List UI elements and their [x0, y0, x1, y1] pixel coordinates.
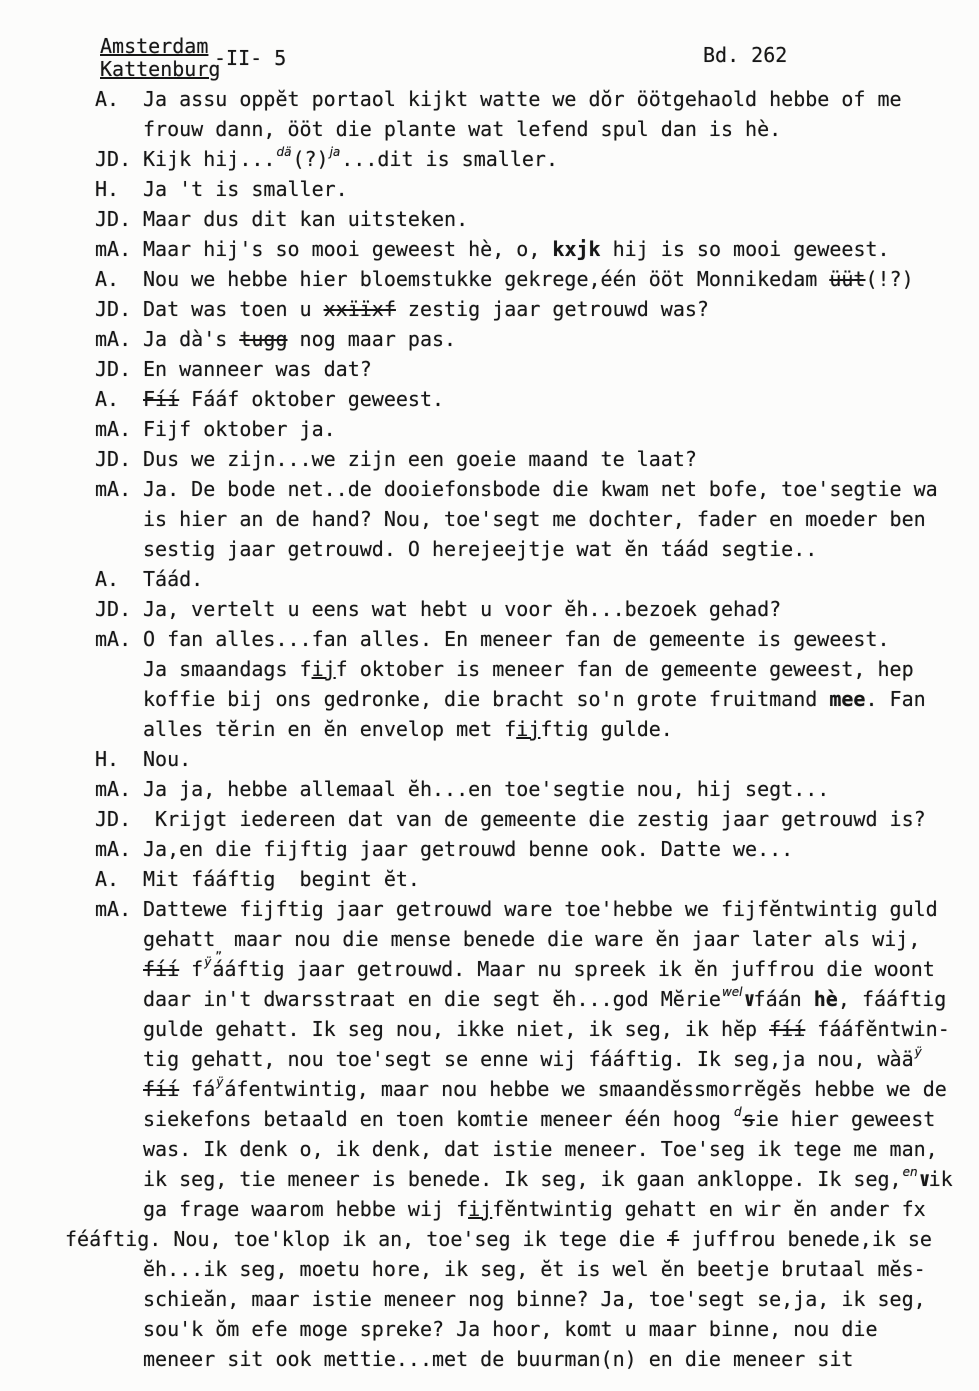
- struck-text: f: [667, 1227, 680, 1251]
- speaker-label: JD.: [95, 357, 132, 381]
- line-text: [143, 714, 673, 744]
- line-text: [143, 204, 468, 234]
- line-text: [143, 744, 191, 774]
- transcript-line: [0, 144, 979, 174]
- line-text: [143, 1044, 923, 1074]
- transcript-line: [0, 474, 979, 504]
- transcript-line: [0, 294, 979, 324]
- speaker-label: [95, 714, 143, 744]
- line-text: [143, 864, 420, 894]
- speaker-label: JD.: [95, 297, 132, 321]
- transcript-line: [0, 204, 979, 234]
- line-segment: mee: [829, 687, 866, 711]
- speaker-label: [95, 504, 143, 534]
- line-segment: juffrou benede,ik se: [679, 1227, 932, 1251]
- line-segment: Nou we hebbe hier bloemstukke gekrege,één ööt Monnikedam: [143, 267, 830, 291]
- transcript-line: [0, 324, 979, 354]
- speaker-label: mA.: [95, 327, 132, 351]
- line-segment: fĕntwintig gehatt en wir ĕn ander fx: [492, 1197, 926, 1221]
- line-segment: tig gehatt, nou toe'segt se enne wij fááftig. Ik seg,ja nou, wàä: [143, 1047, 914, 1071]
- line-segment: nog maar pas.: [287, 327, 457, 351]
- line-segment: Ja. De bode net..de dooiefonsbode die kwam net bofe, toe'segtie wa: [143, 477, 938, 501]
- transcript-line: [0, 924, 979, 957]
- line-segment: Fááf oktober geweest.: [179, 387, 445, 411]
- line-segment: f oktober is meneer fan de gemeente geweest, hep: [335, 657, 914, 681]
- struck-text: üüt: [829, 267, 866, 291]
- line-text: [143, 324, 456, 354]
- line-text: [143, 114, 781, 144]
- transcript-line: [0, 414, 979, 444]
- line-text: [143, 1284, 926, 1314]
- line-segment: is hier an de hand? Nou, toe'segt me dochter, fader en moeder ben: [143, 507, 926, 531]
- handwritten-annotation: ÿ: [204, 955, 212, 969]
- line-text: [143, 474, 938, 504]
- handwritten-annotation: ja: [329, 145, 341, 159]
- transcript-line: [0, 594, 979, 624]
- line-text: [143, 444, 697, 474]
- transcript-line: [0, 354, 979, 384]
- line-segment: ik: [928, 1167, 953, 1191]
- line-segment: (!?): [865, 267, 914, 291]
- line-segment: maar nou die mense benede die ware ĕn jaar later als wij,: [222, 927, 921, 951]
- line-segment: Maar hij's so mooi geweest hè, o,: [143, 237, 553, 261]
- speaker-label: mA.: [95, 897, 132, 921]
- line-segment: Ja 't is smaller.: [143, 177, 348, 201]
- transcript-line: [0, 234, 979, 264]
- line-segment: Dattewe fijftig jaar getrouwd ware toe'hebbe we fijfĕntwintig guld: [143, 897, 938, 921]
- line-text: [143, 84, 902, 114]
- speaker-label: mA.: [95, 627, 132, 651]
- line-text: [143, 1014, 950, 1044]
- line-segment: Nou.: [143, 747, 192, 771]
- line-segment: . Fan: [865, 687, 926, 711]
- transcript-line: [0, 114, 979, 144]
- transcript-line: [0, 444, 979, 474]
- line-segment: sou'k ŏm efe moge spreke? Ja hoor, komt u maar binne, nou die: [143, 1317, 878, 1341]
- transcript-line: [0, 684, 979, 714]
- transcript-line: [0, 624, 979, 654]
- line-text: [143, 624, 890, 654]
- line-segment: Táád.: [143, 567, 204, 591]
- line-segment: Ja assu oppĕt portaol kijkt watte we dŏr öötgehaold hebbe of me: [143, 87, 902, 111]
- transcript-line: [0, 714, 979, 744]
- line-segment: ááftig jaar getrouwd. Maar nu spreek ik ĕn juffrou die woont: [212, 957, 935, 981]
- line-segment: daar in't dwarsstraat en die segt ĕh...god Mĕrie: [143, 987, 721, 1011]
- transcript-line: [0, 804, 979, 834]
- speaker-label: [95, 954, 143, 984]
- line-text: [143, 1074, 947, 1104]
- line-segment: ftig gulde.: [540, 717, 673, 741]
- struck-text: fíí: [143, 957, 180, 981]
- transcript-line: [0, 984, 979, 1014]
- speaker-label: [95, 1014, 143, 1044]
- line-text: [143, 354, 372, 384]
- line-segment: Dus we zijn...we zijn een goeie maand te laat?: [143, 447, 697, 471]
- transcript-line: [0, 864, 979, 894]
- line-text: [143, 684, 926, 714]
- speaker-label: A.: [95, 387, 120, 411]
- line-text: [143, 414, 336, 444]
- speaker-label: [95, 1254, 143, 1284]
- line-text: [143, 234, 890, 264]
- line-text: [143, 594, 781, 624]
- line-text: [143, 504, 926, 534]
- line-text: [143, 1314, 878, 1344]
- speaker-label: H.: [95, 177, 120, 201]
- handwritten-annotation: wel: [721, 985, 743, 999]
- line-segment: (?): [292, 147, 329, 171]
- speaker-label: mA.: [95, 237, 132, 261]
- transcript-line: [0, 1104, 979, 1134]
- line-segment: ij: [468, 1197, 493, 1221]
- speaker-label: [95, 1314, 143, 1344]
- header-location-line2: Kattenburg: [100, 57, 221, 81]
- handwritten-annotation: dä: [276, 145, 292, 159]
- transcript-line: [0, 1164, 979, 1194]
- header-band-number: Bd. 262: [703, 43, 788, 67]
- line-text: [143, 264, 914, 294]
- insertion-caret: ∨: [743, 987, 754, 1011]
- line-segment: Fijf oktober ja.: [143, 417, 336, 441]
- line-text: [65, 1224, 932, 1254]
- speaker-label: A.: [95, 867, 120, 891]
- transcript-line: [0, 84, 979, 114]
- speaker-label: H.: [95, 747, 120, 771]
- line-text: [143, 1104, 935, 1134]
- handwritten-annotation: en: [902, 1165, 918, 1179]
- speaker-label: JD.: [95, 447, 132, 471]
- transcript: [0, 84, 979, 1374]
- transcript-line: [0, 1194, 979, 1224]
- speaker-label: JD.: [95, 807, 132, 831]
- speaker-label: mA.: [95, 417, 132, 441]
- line-segment: ...dit is smaller.: [341, 147, 558, 171]
- line-segment: hè: [813, 987, 838, 1011]
- line-segment: hij is so mooi geweest.: [600, 237, 890, 261]
- line-segment: Ja dà's: [143, 327, 240, 351]
- line-text: [143, 534, 817, 564]
- speaker-label: [95, 114, 143, 144]
- line-text: [143, 564, 203, 594]
- line-segment: Kijk hij...: [143, 147, 276, 171]
- line-segment: Dat was toen u: [143, 297, 324, 321]
- header-session-number: -II- 5: [214, 46, 287, 70]
- line-segment: Mit fááftig begint ĕt.: [143, 867, 420, 891]
- line-segment: f: [179, 957, 204, 981]
- handwritten-annotation: ÿ: [914, 1045, 922, 1059]
- handwritten-annotation: d: [734, 1105, 742, 1119]
- speaker-label: mA.: [95, 837, 132, 861]
- speaker-label: mA.: [95, 477, 132, 501]
- transcript-line: [0, 174, 979, 204]
- line-text: [143, 1164, 953, 1194]
- line-text: [143, 1254, 926, 1284]
- speaker-label: [95, 684, 143, 714]
- line-segment: fá: [179, 1077, 216, 1101]
- struck-text: xxïïxf: [323, 297, 396, 321]
- handwritten-annotation: ÿ: [216, 1075, 224, 1089]
- speaker-label: [95, 984, 143, 1014]
- speaker-label: JD.: [95, 147, 132, 171]
- line-text: [143, 1134, 938, 1164]
- transcript-line: [0, 384, 979, 414]
- line-segment: féáftig. Nou, toe'klop ik an, toe'seg ik tege die: [65, 1227, 668, 1251]
- line-segment: kxjk: [552, 237, 601, 261]
- line-segment: Ja ja, hebbe allemaal ĕh...en toe'segtie nou, hij segt...: [143, 777, 830, 801]
- speaker-label: [95, 1134, 143, 1164]
- line-text: [143, 1194, 926, 1224]
- transcript-line: [0, 1224, 979, 1254]
- line-segment: gehatt: [143, 927, 216, 951]
- speaker-label: mA.: [95, 777, 132, 801]
- line-text: [143, 984, 946, 1014]
- line-segment: , fááftig: [837, 987, 947, 1011]
- line-segment: alles tĕrin en ĕn envelop met f: [143, 717, 517, 741]
- line-text: [143, 804, 926, 834]
- speaker-label: [95, 1044, 143, 1074]
- line-segment: schieăn, maar istie meneer nog binne? Ja, toe'segt se,ja, ik seg,: [143, 1287, 926, 1311]
- speaker-label: [95, 924, 143, 954]
- line-text: [143, 894, 938, 924]
- line-segment: koffie bij ons gedronke, die bracht so'n grote fruitmand: [143, 687, 830, 711]
- transcript-line: [0, 1134, 979, 1164]
- struck-text: s: [742, 1107, 755, 1131]
- speaker-label: [95, 534, 143, 564]
- line-segment: siekefons betaald en toen komtie meneer één hoog: [143, 1107, 734, 1131]
- line-text: [143, 174, 348, 204]
- insertion-caret: ∨: [918, 1167, 929, 1191]
- line-segment: ie hier geweest: [754, 1107, 936, 1131]
- speaker-label: [95, 654, 143, 684]
- transcript-line: [0, 774, 979, 804]
- line-segment: frouw dann, ööt die plante wat lefend spul dan is hè.: [143, 117, 782, 141]
- handwritten-annotation: „: [215, 942, 222, 957]
- speaker-label: A.: [95, 267, 120, 291]
- speaker-label: [95, 1074, 143, 1104]
- speaker-label: [95, 1344, 143, 1374]
- line-segment: O fan alles...fan alles. En meneer fan de gemeente is geweest.: [143, 627, 890, 651]
- transcript-line: [0, 1044, 979, 1074]
- transcript-line: [0, 1344, 979, 1374]
- line-segment: was. Ik denk o, ik denk, dat istie meneer. Toe'seg ik tege me man,: [143, 1137, 938, 1161]
- line-segment: Ja smaandags f: [143, 657, 312, 681]
- speaker-label: [95, 1284, 143, 1314]
- transcript-line: [0, 504, 979, 534]
- line-segment: Ja, vertelt u eens wat hebt u voor ĕh...bezoek gehad?: [143, 597, 782, 621]
- transcript-line: [0, 534, 979, 564]
- header-location-line1: Amsterdam: [100, 34, 209, 58]
- line-segment: ij: [516, 717, 541, 741]
- line-segment: ga frage waarom hebbe wij f: [143, 1197, 469, 1221]
- line-segment: ik seg, tie meneer is benede. Ik seg, ik gaan ankloppe. Ik seg,: [143, 1167, 902, 1191]
- speaker-label: A.: [95, 567, 120, 591]
- transcript-line: [0, 954, 979, 984]
- line-text: [143, 954, 935, 984]
- speaker-label: JD.: [95, 207, 132, 231]
- struck-text: Fíí: [143, 387, 180, 411]
- transcript-line: [0, 564, 979, 594]
- speaker-label: [95, 1194, 143, 1224]
- transcript-line: [0, 744, 979, 774]
- transcript-line: [0, 1074, 979, 1104]
- line-segment: sestig jaar getrouwd. O herejeejtje wat ĕn táád segtie..: [143, 537, 818, 561]
- transcript-line: [0, 1314, 979, 1344]
- line-segment: Maar dus dit kan uitsteken.: [143, 207, 469, 231]
- line-segment: Ja,en die fijftig jaar getrouwd benne ook. Datte we...: [143, 837, 794, 861]
- transcript-line: [0, 1254, 979, 1284]
- line-segment: fáán: [753, 987, 814, 1011]
- transcript-line: [0, 1014, 979, 1044]
- line-segment: Krijgt iedereen dat van de gemeente die zestig jaar getrouwd is?: [143, 807, 926, 831]
- line-segment: ĕh...ik seg, moetu hore, ik seg, ĕt is wel ĕn beetje brutaal mĕs-: [143, 1257, 926, 1281]
- line-segment: gulde gehatt. Ik seg nou, ikke niet, ik seg, ik hĕp: [143, 1017, 770, 1041]
- line-segment: zestig jaar getrouwd was?: [395, 297, 709, 321]
- line-text: [143, 774, 829, 804]
- speaker-label: [95, 1164, 143, 1194]
- struck-text: tugg: [239, 327, 288, 351]
- line-text: [143, 294, 709, 324]
- line-text: [143, 144, 558, 174]
- line-text: [143, 654, 914, 684]
- struck-text: fíí: [769, 1017, 806, 1041]
- line-segment: áfentwintig, maar nou hebbe we smaandĕssmorrĕgĕs hebbe we de: [224, 1077, 947, 1101]
- line-segment: meneer sit ook mettie...met de buurman(n) en die meneer sit: [143, 1347, 854, 1371]
- line-text: [143, 1344, 853, 1374]
- speaker-label: A.: [95, 87, 120, 111]
- transcript-line: [0, 264, 979, 294]
- transcript-line: [0, 834, 979, 864]
- line-text: [143, 834, 793, 864]
- line-text: [143, 384, 444, 414]
- speaker-label: [95, 1104, 143, 1134]
- line-segment: En wanneer was dat?: [143, 357, 372, 381]
- line-text: [143, 924, 921, 957]
- transcript-line: [0, 1284, 979, 1314]
- line-segment: ij: [311, 657, 336, 681]
- transcript-line: [0, 894, 979, 924]
- struck-text: fíí: [143, 1077, 180, 1101]
- speaker-label: JD.: [95, 597, 132, 621]
- transcript-line: [0, 654, 979, 684]
- line-segment: fááfĕntwin-: [805, 1017, 950, 1041]
